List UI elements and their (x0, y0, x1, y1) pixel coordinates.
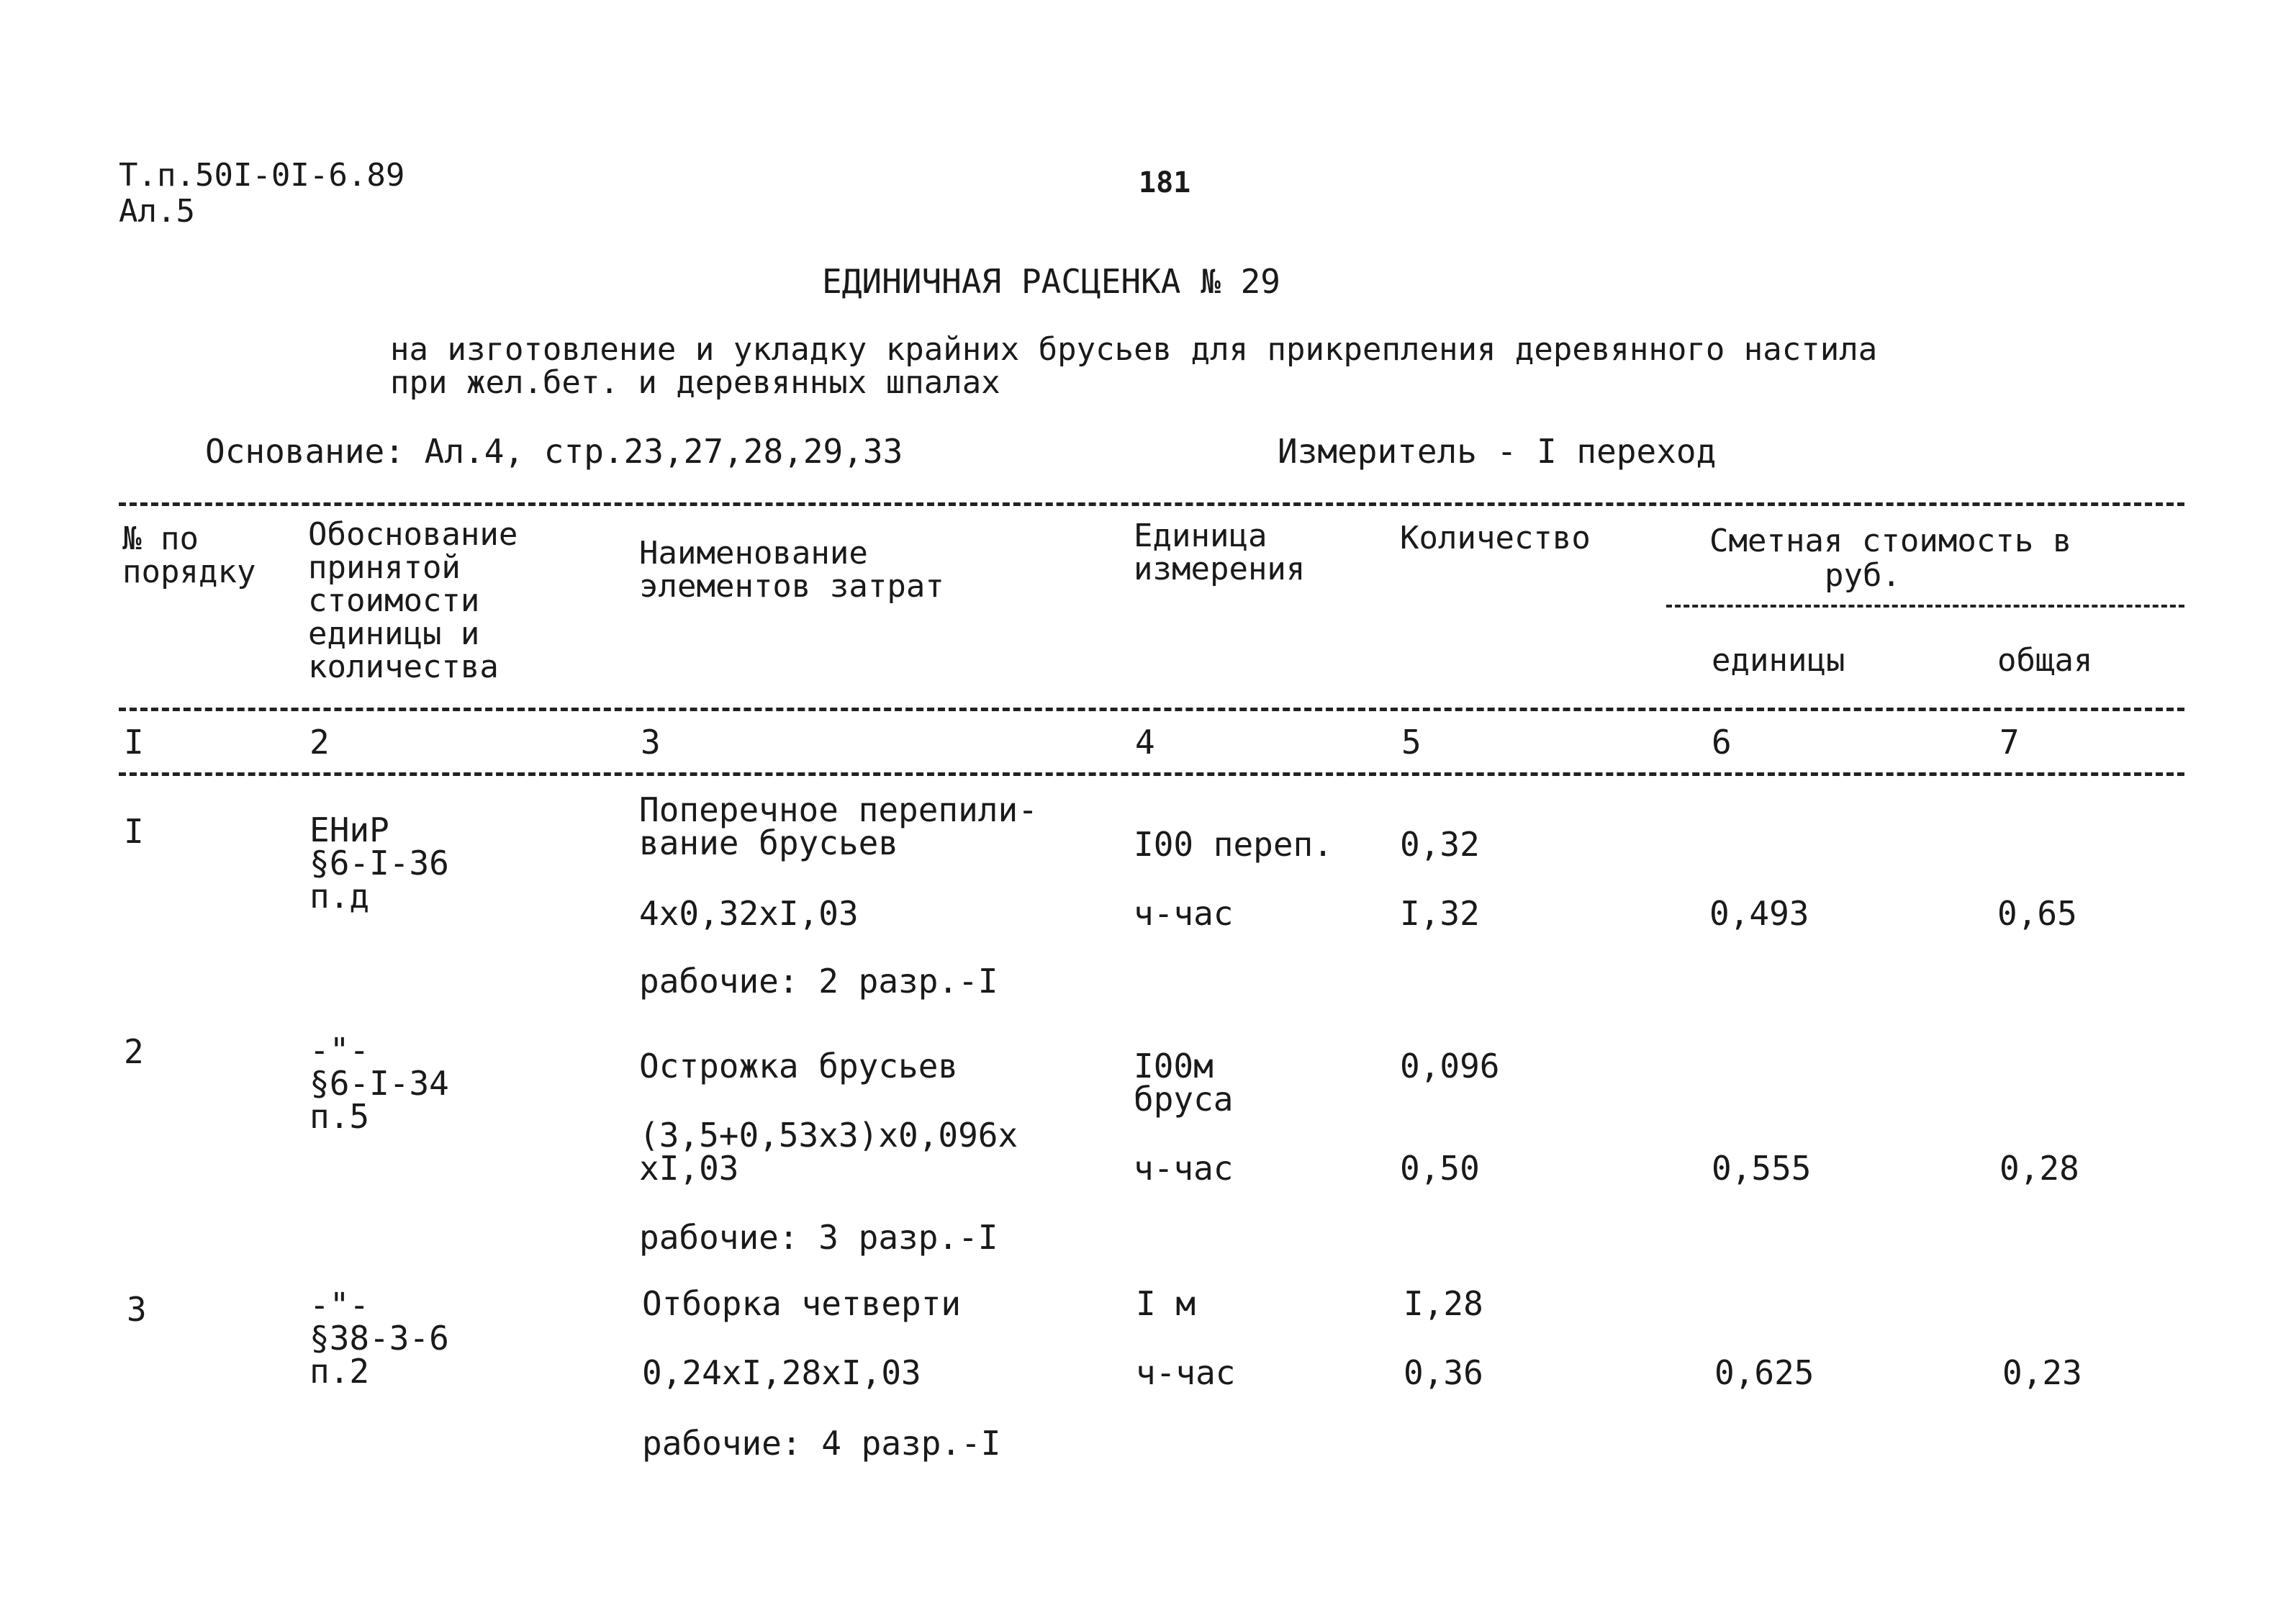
row-3-cost-total: 0,23 (2002, 1353, 2082, 1392)
row-1-number: I (124, 812, 144, 851)
row-1-name: Поперечное перепили- вание брусьев (639, 790, 1038, 862)
column-number-4: 4 (1135, 723, 1155, 762)
row-2-formula: (3,5+0,53х3)х0,096х хI,03 (639, 1116, 1018, 1188)
column-number-1: I (124, 723, 144, 762)
subtitle-line-2: при жел.бет. и деревянных шпалах (390, 364, 1000, 401)
numbers-bottom-rule (119, 772, 2184, 776)
column-number-5: 5 (1401, 723, 1422, 762)
header-quantity: Количество (1400, 520, 1591, 556)
row-1-labor-quantity: I,32 (1400, 894, 1480, 933)
row-1-unit: I00 переп. (1134, 825, 1333, 864)
column-number-2: 2 (309, 723, 330, 762)
row-1-formula: 4х0,32хI,03 (639, 894, 859, 933)
row-2-workers: рабочие: 3 разр.-I (639, 1218, 998, 1257)
header-estimated-cost-unit: руб. (1825, 557, 1901, 594)
row-1-workers: рабочие: 2 разр.-I (639, 962, 998, 1001)
row-2-cost-total: 0,28 (1999, 1149, 2079, 1188)
cost-header-rule (1666, 605, 2184, 608)
row-3-formula: 0,24хI,28хI,03 (642, 1353, 921, 1392)
row-1-basis: ЕНиР §6-I-36 п.д (309, 811, 449, 916)
row-3-number: 3 (127, 1290, 147, 1329)
column-number-6: 6 (1712, 723, 1732, 762)
row-3-unit: I м (1136, 1284, 1196, 1323)
measure-unit-line: Измеритель - I переход (1278, 432, 1717, 471)
row-2-name: Острожка брусьев (639, 1047, 959, 1085)
page-title: ЕДИНИЧНАЯ РАСЦЕНКА № 29 (822, 262, 1280, 301)
header-cost-elements: Наименование элементов затрат (639, 535, 944, 605)
column-number-7: 7 (1999, 723, 2020, 762)
row-1-cost-per-unit: 0,493 (1709, 894, 1809, 933)
row-2-number: 2 (124, 1032, 144, 1071)
row-3-name: Отборка четверти (642, 1284, 962, 1323)
row-3-cost-per-unit: 0,625 (1714, 1353, 1814, 1392)
column-number-3: 3 (641, 723, 661, 762)
row-3-labor-quantity: 0,36 (1404, 1353, 1483, 1392)
header-basis: Обоснование принятой стоимости единицы и количества (308, 516, 518, 685)
row-2-basis: -"- §6-I-34 п.5 (309, 1031, 449, 1136)
header-unit: Единица измерения (1134, 518, 1306, 587)
page-number: 181 (1139, 166, 1191, 199)
row-1-cost-total: 0,65 (1997, 894, 2077, 933)
document-code: Т.п.50I-0I-6.89 (119, 157, 405, 194)
subtitle-line-1: на изготовление и укладку крайних брусьев для прикрепления деревянного настила (390, 331, 1878, 368)
row-1-quantity: 0,32 (1400, 825, 1480, 864)
table-top-rule (119, 502, 2184, 506)
header-row-number: № по порядку (122, 520, 256, 590)
header-cost-total: общая (1997, 642, 2093, 679)
row-1-labor-unit: ч-час (1134, 894, 1234, 933)
header-bottom-rule (119, 708, 2184, 711)
row-2-labor-quantity: 0,50 (1400, 1149, 1480, 1188)
basis-line: Основание: Ал.4, стр.23,27,28,29,33 (205, 432, 903, 471)
header-cost-per-unit: единицы (1712, 642, 1845, 679)
row-2-labor-unit: ч-час (1134, 1149, 1234, 1188)
row-3-quantity: I,28 (1404, 1284, 1483, 1323)
row-3-labor-unit: ч-час (1136, 1353, 1236, 1392)
header-estimated-cost: Сметная стоимость в (1709, 523, 2072, 559)
row-3-workers: рабочие: 4 разр.-I (642, 1424, 1001, 1463)
row-2-quantity: 0,096 (1400, 1047, 1500, 1085)
album-ref: Ал.5 (119, 193, 195, 230)
row-2-cost-per-unit: 0,555 (1712, 1149, 1812, 1188)
row-3-basis: -"- §38-3-6 п.2 (309, 1286, 449, 1391)
row-2-unit: I00м бруса (1134, 1047, 1234, 1119)
